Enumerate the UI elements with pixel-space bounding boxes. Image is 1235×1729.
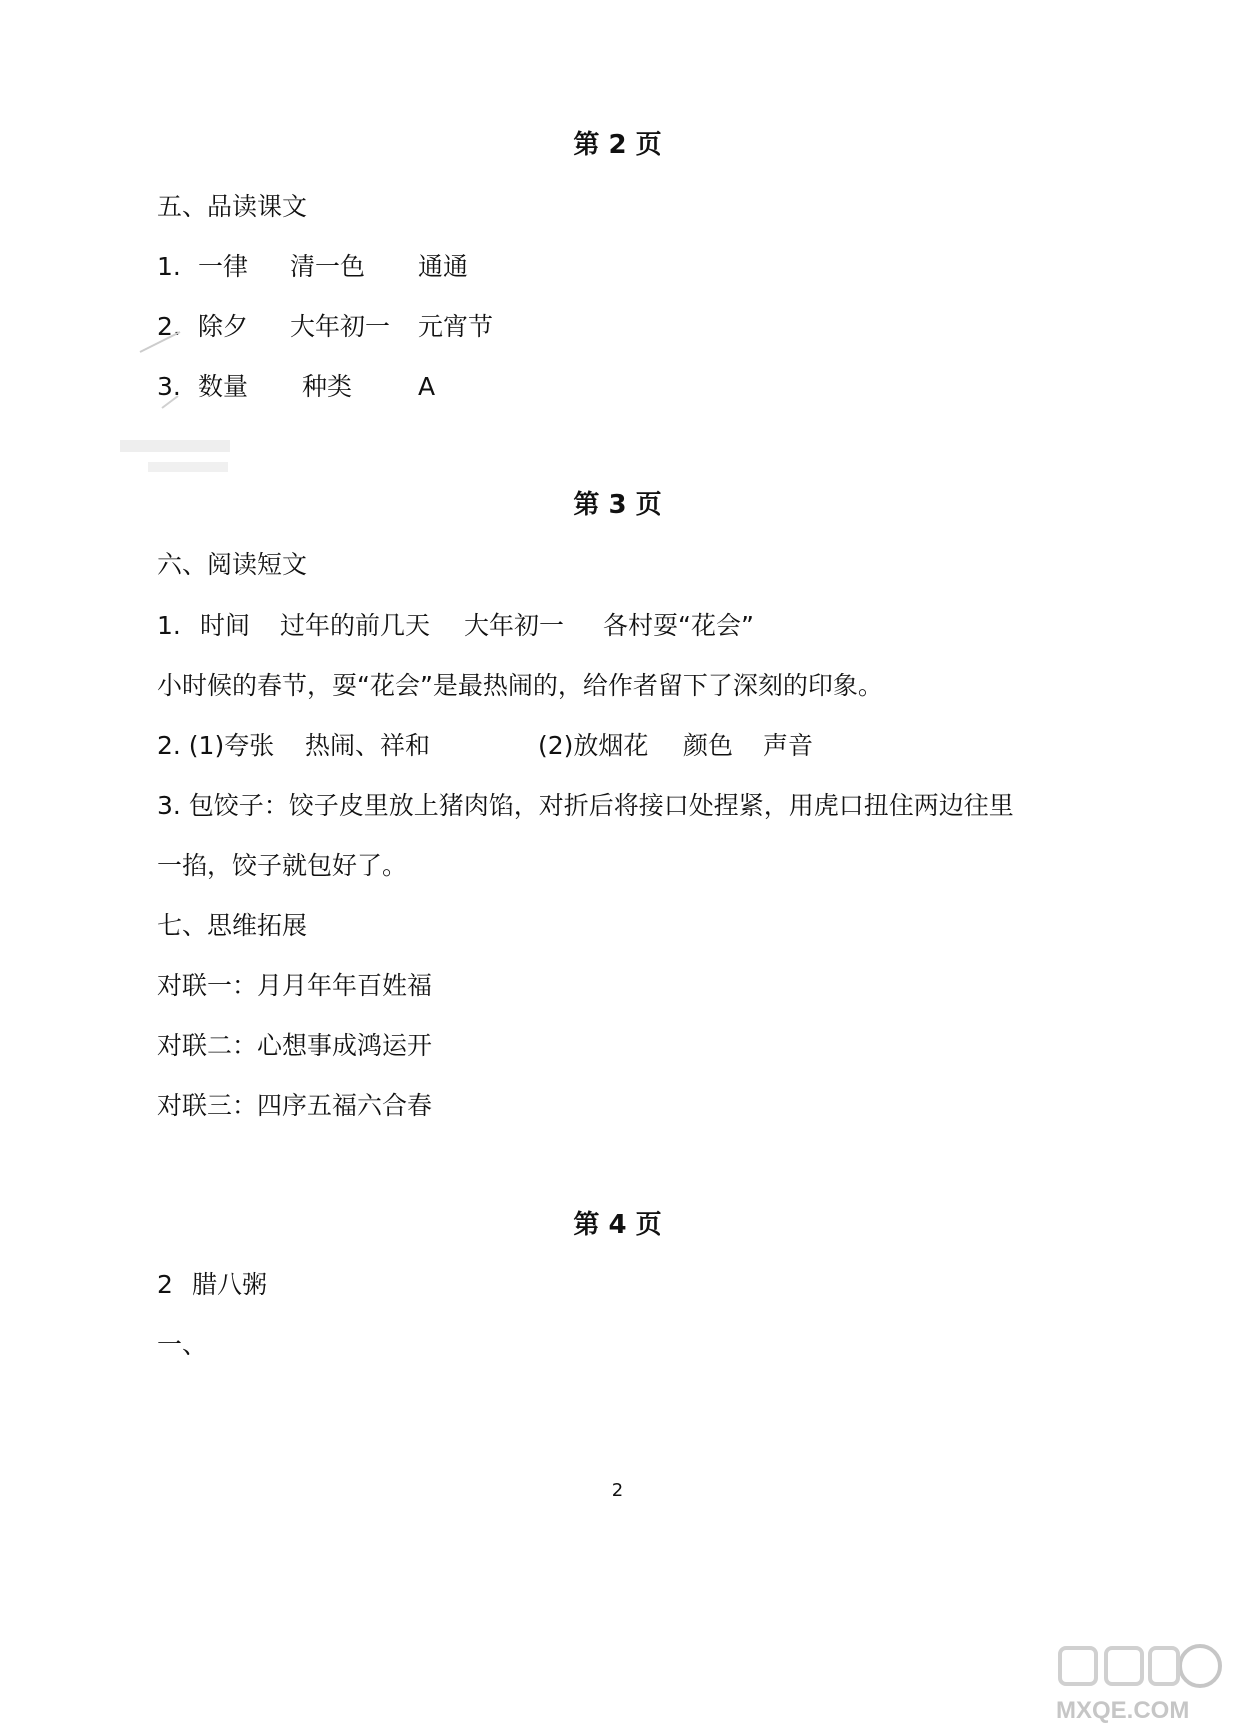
watermark-logo [1050, 1640, 1228, 1724]
q3-answer-a: 数量 [198, 372, 249, 401]
q1-answer-b: 清一色 [290, 252, 366, 281]
section-heading-p2: 第 2 页 [573, 130, 662, 160]
reading-q3-line2: 一掐，饺子就包好了。 [157, 851, 408, 880]
reading-q1-a: 时间 [200, 611, 251, 640]
section-heading-p3: 第 3 页 [573, 490, 662, 520]
couplet-1: 对联一：月月年年百姓福 [157, 971, 433, 1000]
q3-answer-c: A [418, 372, 436, 401]
q3-number: 3. [157, 372, 181, 401]
scan-smudge [120, 290, 250, 490]
reading-q2-d: 颜色 [683, 731, 734, 760]
reading-q1-d: 各村耍“花会” [603, 611, 754, 640]
section-title-seven: 七、思维拓展 [157, 911, 308, 940]
section-heading-p4: 第 4 页 [573, 1210, 662, 1240]
q2-answer-c: 元宵节 [418, 312, 494, 341]
reading-q2-e: 声音 [763, 731, 814, 760]
watermark-text: MXQE.COM [1056, 1697, 1190, 1724]
lesson-number: 2 [157, 1270, 173, 1299]
section-title-six: 六、阅读短文 [157, 550, 308, 579]
section-title-five: 五、品读课文 [157, 192, 308, 221]
q1-answer-a: 一律 [198, 252, 249, 281]
q3-answer-b: 种类 [302, 372, 353, 401]
q1-number: 1. [157, 252, 181, 281]
reading-q1-note: 小时候的春节，耍“花会”是最热闹的，给作者留下了深刻的印象。 [157, 671, 883, 700]
couplet-3: 对联三：四序五福六合春 [157, 1091, 433, 1120]
reading-q1-number: 1. [157, 611, 181, 640]
reading-q1-c: 大年初一 [464, 611, 565, 640]
reading-q2-a: 2. (1)夸张 [157, 731, 275, 760]
lesson-name: 腊八粥 [192, 1270, 268, 1299]
q2-number: 2. [157, 312, 181, 341]
q2-answer-b: 大年初一 [290, 312, 391, 341]
reading-q2-c: (2)放烟花 [538, 731, 649, 760]
reading-q3-line1: 3. 包饺子：饺子皮里放上猪肉馅，对折后将接口处捏紧，用虎口扭住两边往里 [157, 791, 1014, 820]
item-one: 一、 [157, 1330, 208, 1359]
q2-answer-a: 除夕 [198, 312, 249, 341]
q1-answer-c: 通通 [418, 252, 469, 281]
reading-q2-b: 热闹、祥和 [305, 731, 431, 760]
couplet-2: 对联二：心想事成鸿运开 [157, 1031, 433, 1060]
reading-q1-b: 过年的前几天 [280, 611, 431, 640]
page-number: 2 [611, 1480, 624, 1501]
